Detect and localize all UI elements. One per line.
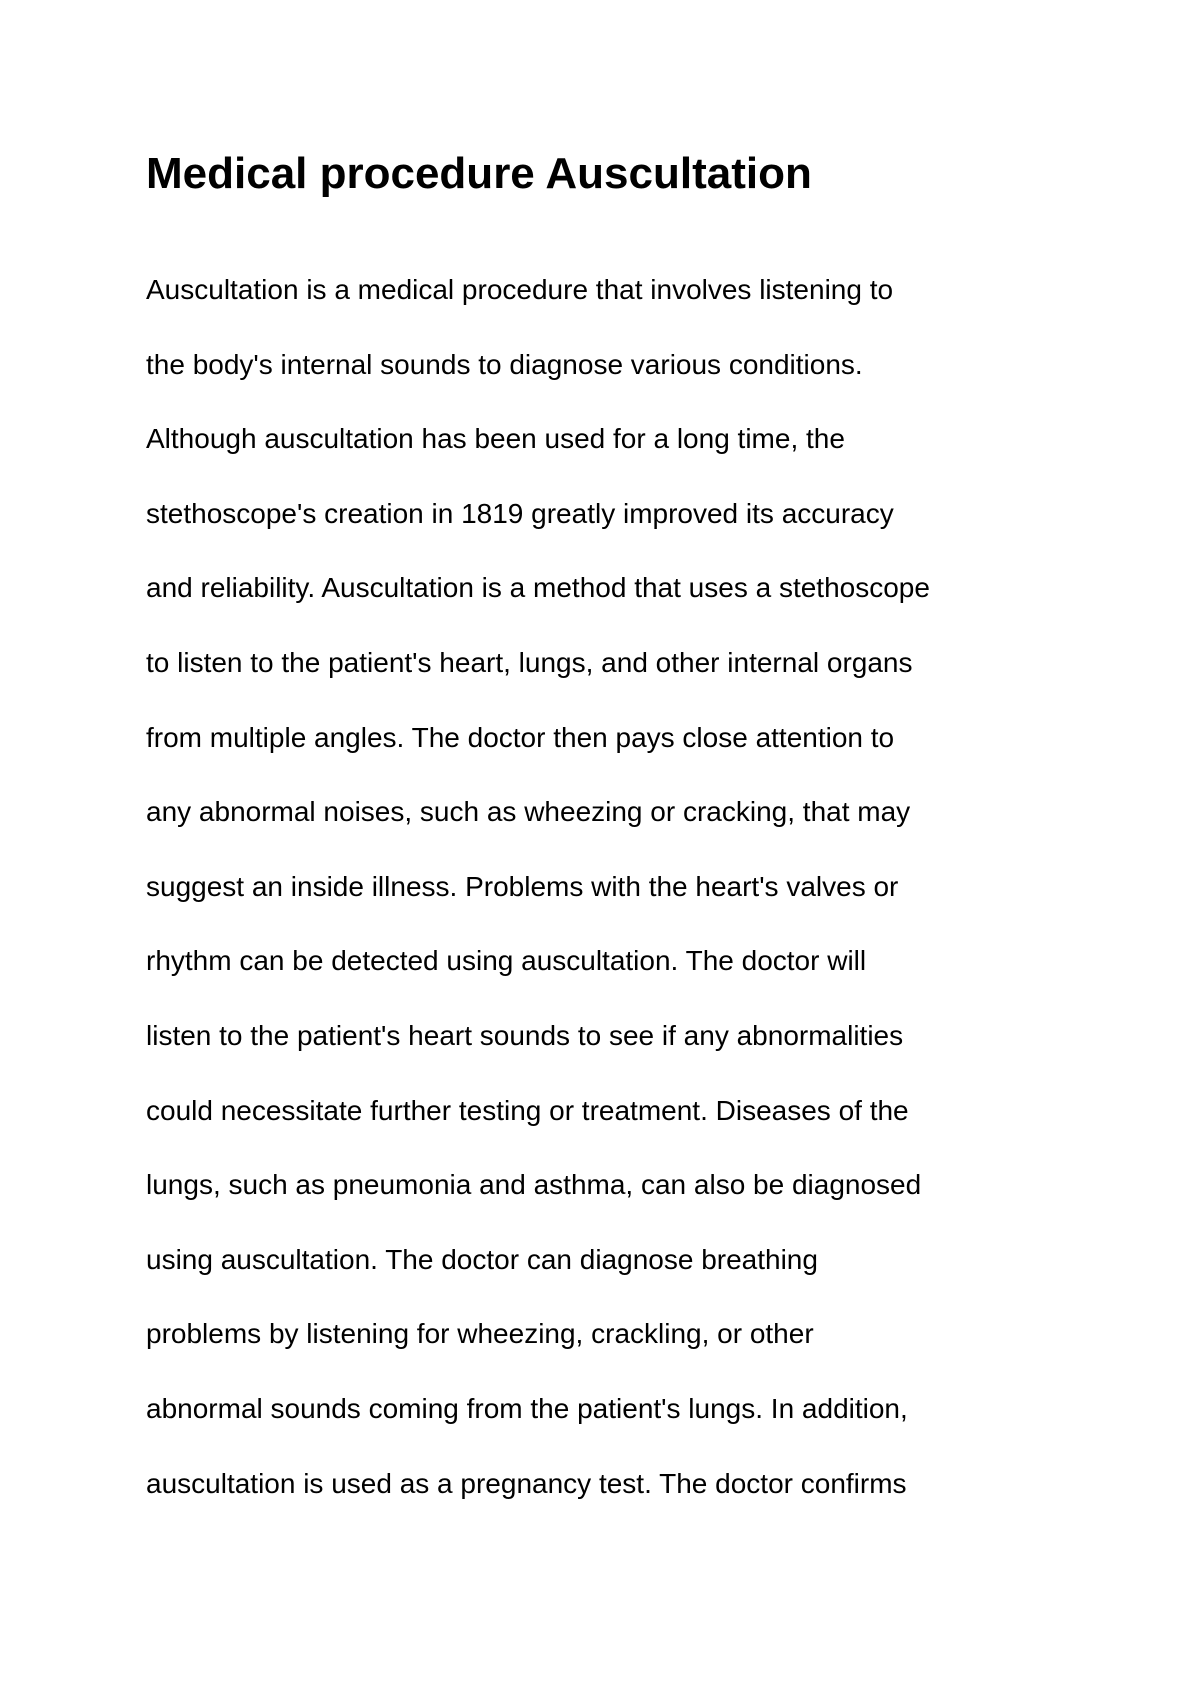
- body-line: and reliability. Auscultation is a method that uses a stethoscope: [146, 572, 930, 604]
- body-line: Auscultation is a medical procedure that involves listening to: [146, 274, 894, 305]
- body-line: rhythm can be detected using auscultation. The doctor will: [146, 945, 867, 977]
- body-text: [146, 268, 1106, 1536]
- body-line: using auscultation. The doctor can diagnose breathing: [146, 1243, 818, 1275]
- body-line: from multiple angles. The doctor then pays close attention to: [146, 721, 895, 753]
- body-line: problems by listening for wheezing, crackling, or other: [146, 1318, 814, 1350]
- body-line: to listen to the patient's heart, lungs, and other internal organs: [146, 646, 913, 678]
- body-line: any abnormal noises, such as wheezing or cracking, that may: [146, 796, 911, 828]
- body-line: lungs, such as pneumonia and asthma, can also be diagnosed: [146, 1169, 922, 1201]
- body-line: Although auscultation has been used for a long time, the: [146, 423, 845, 455]
- body-line: suggest an inside illness. Problems with the heart's valves or: [146, 870, 899, 902]
- body-line: auscultation is used as a pregnancy test. The doctor confirms: [146, 1467, 907, 1499]
- body-line: could necessitate further testing or treatment. Diseases of the: [146, 1094, 909, 1126]
- body-line: abnormal sounds coming from the patient's lungs. In addition,: [146, 1392, 908, 1424]
- page-title: Medical procedure Auscultation: [146, 149, 812, 198]
- body-line: the body's internal sounds to diagnose various conditions.: [146, 348, 863, 380]
- body-line: listen to the patient's heart sounds to see if any abnormalities: [146, 1019, 904, 1051]
- body-line: stethoscope's creation in 1819 greatly improved its accuracy: [146, 497, 894, 529]
